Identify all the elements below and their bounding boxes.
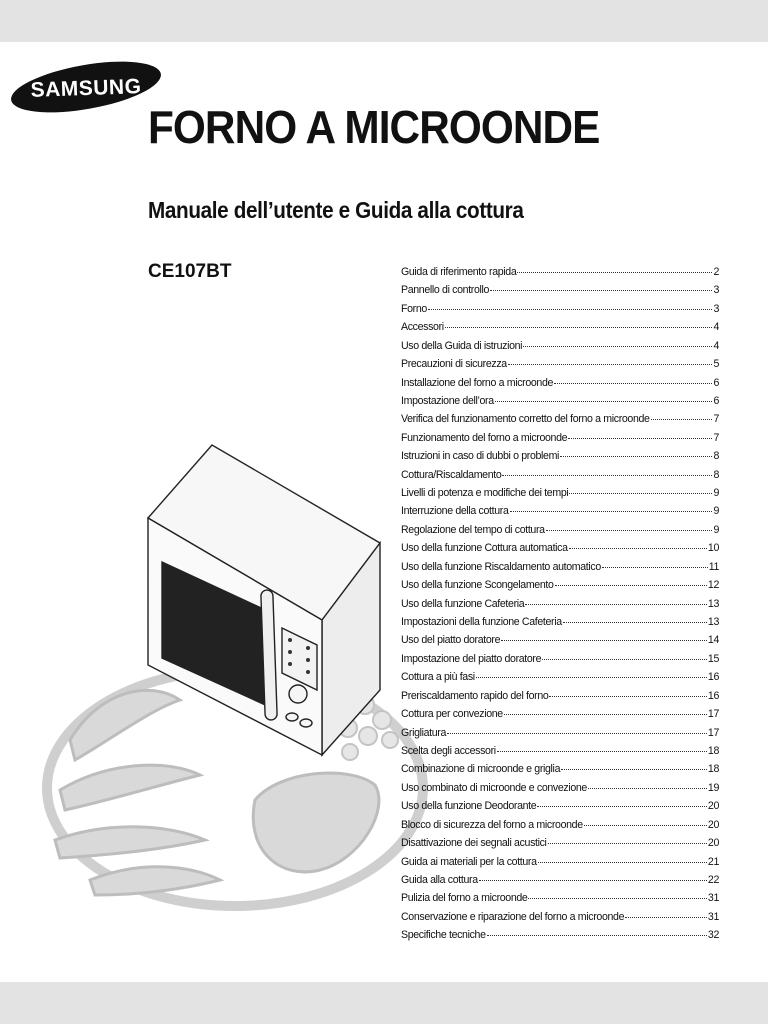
- toc-entry-title: Uso della funzione Cafeteria: [401, 597, 525, 610]
- toc-entry[interactable]: [401, 834, 719, 852]
- microwave-oven-with-food-illustration: [30, 440, 430, 920]
- toc-dot-leader: [569, 547, 707, 549]
- toc-entry-title: Regolazione del tempo di cottura: [401, 523, 545, 536]
- toc-dot-leader: [548, 842, 707, 844]
- toc-entry-page: 18: [707, 763, 719, 776]
- toc-entry-title: Uso della funzione Deodorante: [401, 800, 537, 813]
- toc-dot-leader: [538, 861, 707, 863]
- toc-entry-page: 17: [707, 708, 719, 721]
- toc-dot-leader: [508, 363, 713, 365]
- toc-entry[interactable]: [401, 466, 719, 484]
- toc-entry-page: 32: [707, 929, 719, 942]
- toc-entry[interactable]: [401, 631, 719, 649]
- toc-entry[interactable]: [401, 281, 719, 299]
- model-number: CE107BT: [148, 261, 232, 282]
- toc-entry-title: Uso della funzione Riscaldamento automatico: [401, 560, 601, 573]
- toc-entry-page: 7: [713, 413, 719, 426]
- toc-entry-page: 3: [713, 284, 719, 297]
- toc-entry[interactable]: [401, 337, 719, 355]
- toc-entry-page: 14: [707, 634, 719, 647]
- toc-dot-leader: [549, 695, 706, 697]
- toc-entry-title: Cottura per convezione: [401, 708, 503, 721]
- toc-entry-page: 8: [713, 450, 719, 463]
- toc-entry-page: 6: [713, 376, 719, 389]
- toc-entry-title: Scelta degli accessori: [401, 744, 496, 757]
- toc-entry-title: Impostazione del piatto doratore: [401, 652, 542, 665]
- toc-entry-page: 18: [707, 744, 719, 757]
- toc-entry[interactable]: [401, 576, 719, 594]
- toc-entry-title: Uso combinato di microonde e convezione: [401, 781, 587, 794]
- toc-entry[interactable]: [401, 705, 719, 723]
- toc-dot-leader: [523, 345, 712, 347]
- toc-entry[interactable]: [401, 300, 719, 318]
- toc-entry-title: Pulizia del forno a microonde: [401, 892, 528, 905]
- toc-entry-title: Livelli di potenza e modifiche dei tempi: [401, 487, 569, 500]
- toc-entry[interactable]: [401, 908, 719, 926]
- toc-entry-title: Preriscaldamento rapido del forno: [401, 689, 549, 702]
- toc-entry-page: 31: [707, 892, 719, 905]
- toc-entry[interactable]: [401, 429, 719, 447]
- toc-entry-page: 17: [707, 726, 719, 739]
- toc-dot-leader: [561, 768, 707, 770]
- toc-entry-page: 10: [707, 542, 719, 555]
- toc-entry-page: 20: [707, 800, 719, 813]
- toc-entry-title: Impostazioni della funzione Cafeteria: [401, 616, 562, 629]
- toc-entry[interactable]: [401, 539, 719, 557]
- toc-entry[interactable]: [401, 816, 719, 834]
- toc-entry[interactable]: [401, 926, 719, 944]
- toc-entry-page: 7: [713, 431, 719, 444]
- toc-dot-leader: [501, 639, 707, 641]
- toc-entry-page: 3: [713, 302, 719, 315]
- toc-entry-page: 19: [707, 781, 719, 794]
- toc-entry[interactable]: [401, 558, 719, 576]
- toc-entry-title: Uso del piatto doratore: [401, 634, 501, 647]
- toc-entry-title: Guida alla cottura: [401, 873, 478, 886]
- toc-dot-leader: [495, 400, 713, 402]
- toc-entry-page: 4: [713, 339, 719, 352]
- toc-entry-page: 16: [707, 689, 719, 702]
- toc-dot-leader: [476, 676, 707, 678]
- toc-dot-leader: [537, 805, 707, 807]
- toc-entry-title: Installazione del forno a microonde: [401, 376, 554, 389]
- toc-dot-leader: [479, 879, 707, 881]
- toc-entry-page: 13: [707, 616, 719, 629]
- toc-entry-title: Accessori: [401, 321, 444, 334]
- toc-entry-title: Forno: [401, 302, 427, 315]
- toc-entry[interactable]: [401, 318, 719, 336]
- toc-entry-title: Specifiche tecniche: [401, 929, 486, 942]
- toc-dot-leader: [555, 584, 707, 586]
- toc-entry-title: Uso della funzione Scongelamento: [401, 579, 554, 592]
- toc-entry-title: Istruzioni in caso di dubbi o problemi: [401, 450, 560, 463]
- toc-entry[interactable]: [401, 484, 719, 502]
- toc-entry-title: Pannello di controllo: [401, 284, 490, 297]
- toc-dot-leader: [517, 271, 712, 273]
- toc-entry[interactable]: [401, 760, 719, 778]
- toc-dot-leader: [625, 916, 707, 918]
- toc-entry-title: Grigliatura: [401, 726, 447, 739]
- toc-entry[interactable]: [401, 687, 719, 705]
- toc-entry[interactable]: [401, 410, 719, 428]
- samsung-logo-icon: [10, 56, 162, 118]
- toc-dot-leader: [560, 455, 712, 457]
- toc-entry[interactable]: [401, 613, 719, 631]
- toc-entry[interactable]: [401, 779, 719, 797]
- toc-entry[interactable]: [401, 355, 719, 373]
- toc-entry[interactable]: [401, 502, 719, 520]
- toc-entry-page: 20: [707, 837, 719, 850]
- toc-entry[interactable]: [401, 595, 719, 613]
- toc-entry-page: 22: [707, 873, 719, 886]
- toc-entry[interactable]: [401, 871, 719, 889]
- toc-dot-leader: [497, 750, 707, 752]
- document-subtitle: Manuale dell’utente e Guida alla cottura: [148, 197, 524, 223]
- toc-entry-page: 13: [707, 597, 719, 610]
- toc-entry[interactable]: [401, 374, 719, 392]
- toc-dot-leader: [487, 934, 707, 936]
- bottom-margin-band: [0, 982, 768, 1024]
- top-margin-band: [0, 0, 768, 42]
- toc-dot-leader: [651, 418, 713, 420]
- toc-entry-page: 6: [713, 394, 719, 407]
- toc-dot-leader: [445, 326, 713, 328]
- toc-entry[interactable]: [401, 392, 719, 410]
- toc-entry-title: Disattivazione dei segnali acustici: [401, 837, 547, 850]
- toc-entry-page: 31: [707, 910, 719, 923]
- toc-entry-title: Impostazione dell’ora: [401, 394, 494, 407]
- toc-entry-title: Uso della Guida di istruzioni: [401, 339, 523, 352]
- toc-dot-leader: [563, 621, 707, 623]
- toc-dot-leader: [554, 382, 712, 384]
- toc-entry-title: Conservazione e riparazione del forno a microonde: [401, 910, 625, 923]
- toc-entry[interactable]: [401, 853, 719, 871]
- toc-dot-leader: [546, 529, 713, 531]
- toc-entry-page: 11: [708, 560, 719, 573]
- toc-dot-leader: [428, 308, 713, 310]
- toc-entry-page: 9: [713, 505, 719, 518]
- toc-entry[interactable]: [401, 724, 719, 742]
- toc-entry-title: Uso della funzione Cottura automatica: [401, 542, 568, 555]
- toc-dot-leader: [542, 658, 707, 660]
- toc-entry-page: 9: [713, 523, 719, 536]
- toc-dot-leader: [447, 732, 707, 734]
- toc-entry-page: 5: [713, 358, 719, 371]
- brand-name: SAMSUNG: [30, 75, 142, 102]
- toc-entry-title: Precauzioni di sicurezza: [401, 358, 507, 371]
- toc-entry[interactable]: [401, 447, 719, 465]
- toc-entry-page: 12: [707, 579, 719, 592]
- toc-entry[interactable]: [401, 668, 719, 686]
- toc-entry-page: 16: [707, 671, 719, 684]
- toc-entry-title: Funzionamento del forno a microonde: [401, 431, 568, 444]
- toc-entry-title: Verifica del funzionamento corretto del forno a microonde: [401, 413, 650, 426]
- toc-entry-title: Guida ai materiali per la cottura: [401, 855, 537, 868]
- toc-entry-title: Blocco di sicurezza del forno a microonde: [401, 818, 583, 831]
- toc-entry[interactable]: [401, 521, 719, 539]
- toc-dot-leader: [525, 603, 707, 605]
- toc-dot-leader: [569, 492, 712, 494]
- toc-entry-page: 20: [707, 818, 719, 831]
- toc-entry-title: Cottura/Riscaldamento: [401, 468, 502, 481]
- toc-dot-leader: [528, 897, 706, 899]
- toc-entry-title: Guida di riferimento rapida: [401, 266, 517, 278]
- toc-entry-page: 9: [713, 487, 719, 500]
- document-title: FORNO A MICROONDE: [148, 101, 600, 153]
- toc-entry-page: 21: [707, 855, 719, 868]
- toc-dot-leader: [602, 566, 708, 568]
- toc-entry-title: Interruzione della cottura: [401, 505, 509, 518]
- toc-dot-leader: [504, 713, 707, 715]
- toc-entry-page: 8: [713, 468, 719, 481]
- toc-dot-leader: [584, 824, 707, 826]
- toc-entry[interactable]: [401, 263, 719, 281]
- toc-entry-page: 2: [713, 266, 719, 278]
- toc-entry[interactable]: [401, 742, 719, 760]
- toc-dot-leader: [502, 474, 712, 476]
- table-of-contents: [401, 263, 719, 945]
- toc-entry[interactable]: [401, 650, 719, 668]
- toc-entry-title: Combinazione di microonde e griglia: [401, 763, 561, 776]
- toc-dot-leader: [510, 510, 713, 512]
- toc-entry-page: 15: [707, 652, 719, 665]
- toc-entry[interactable]: [401, 889, 719, 907]
- toc-dot-leader: [568, 437, 712, 439]
- toc-entry-page: 4: [713, 321, 719, 334]
- toc-entry-title: Cottura a più fasi: [401, 671, 475, 684]
- toc-dot-leader: [588, 787, 707, 789]
- toc-dot-leader: [490, 289, 712, 291]
- toc-entry[interactable]: [401, 797, 719, 815]
